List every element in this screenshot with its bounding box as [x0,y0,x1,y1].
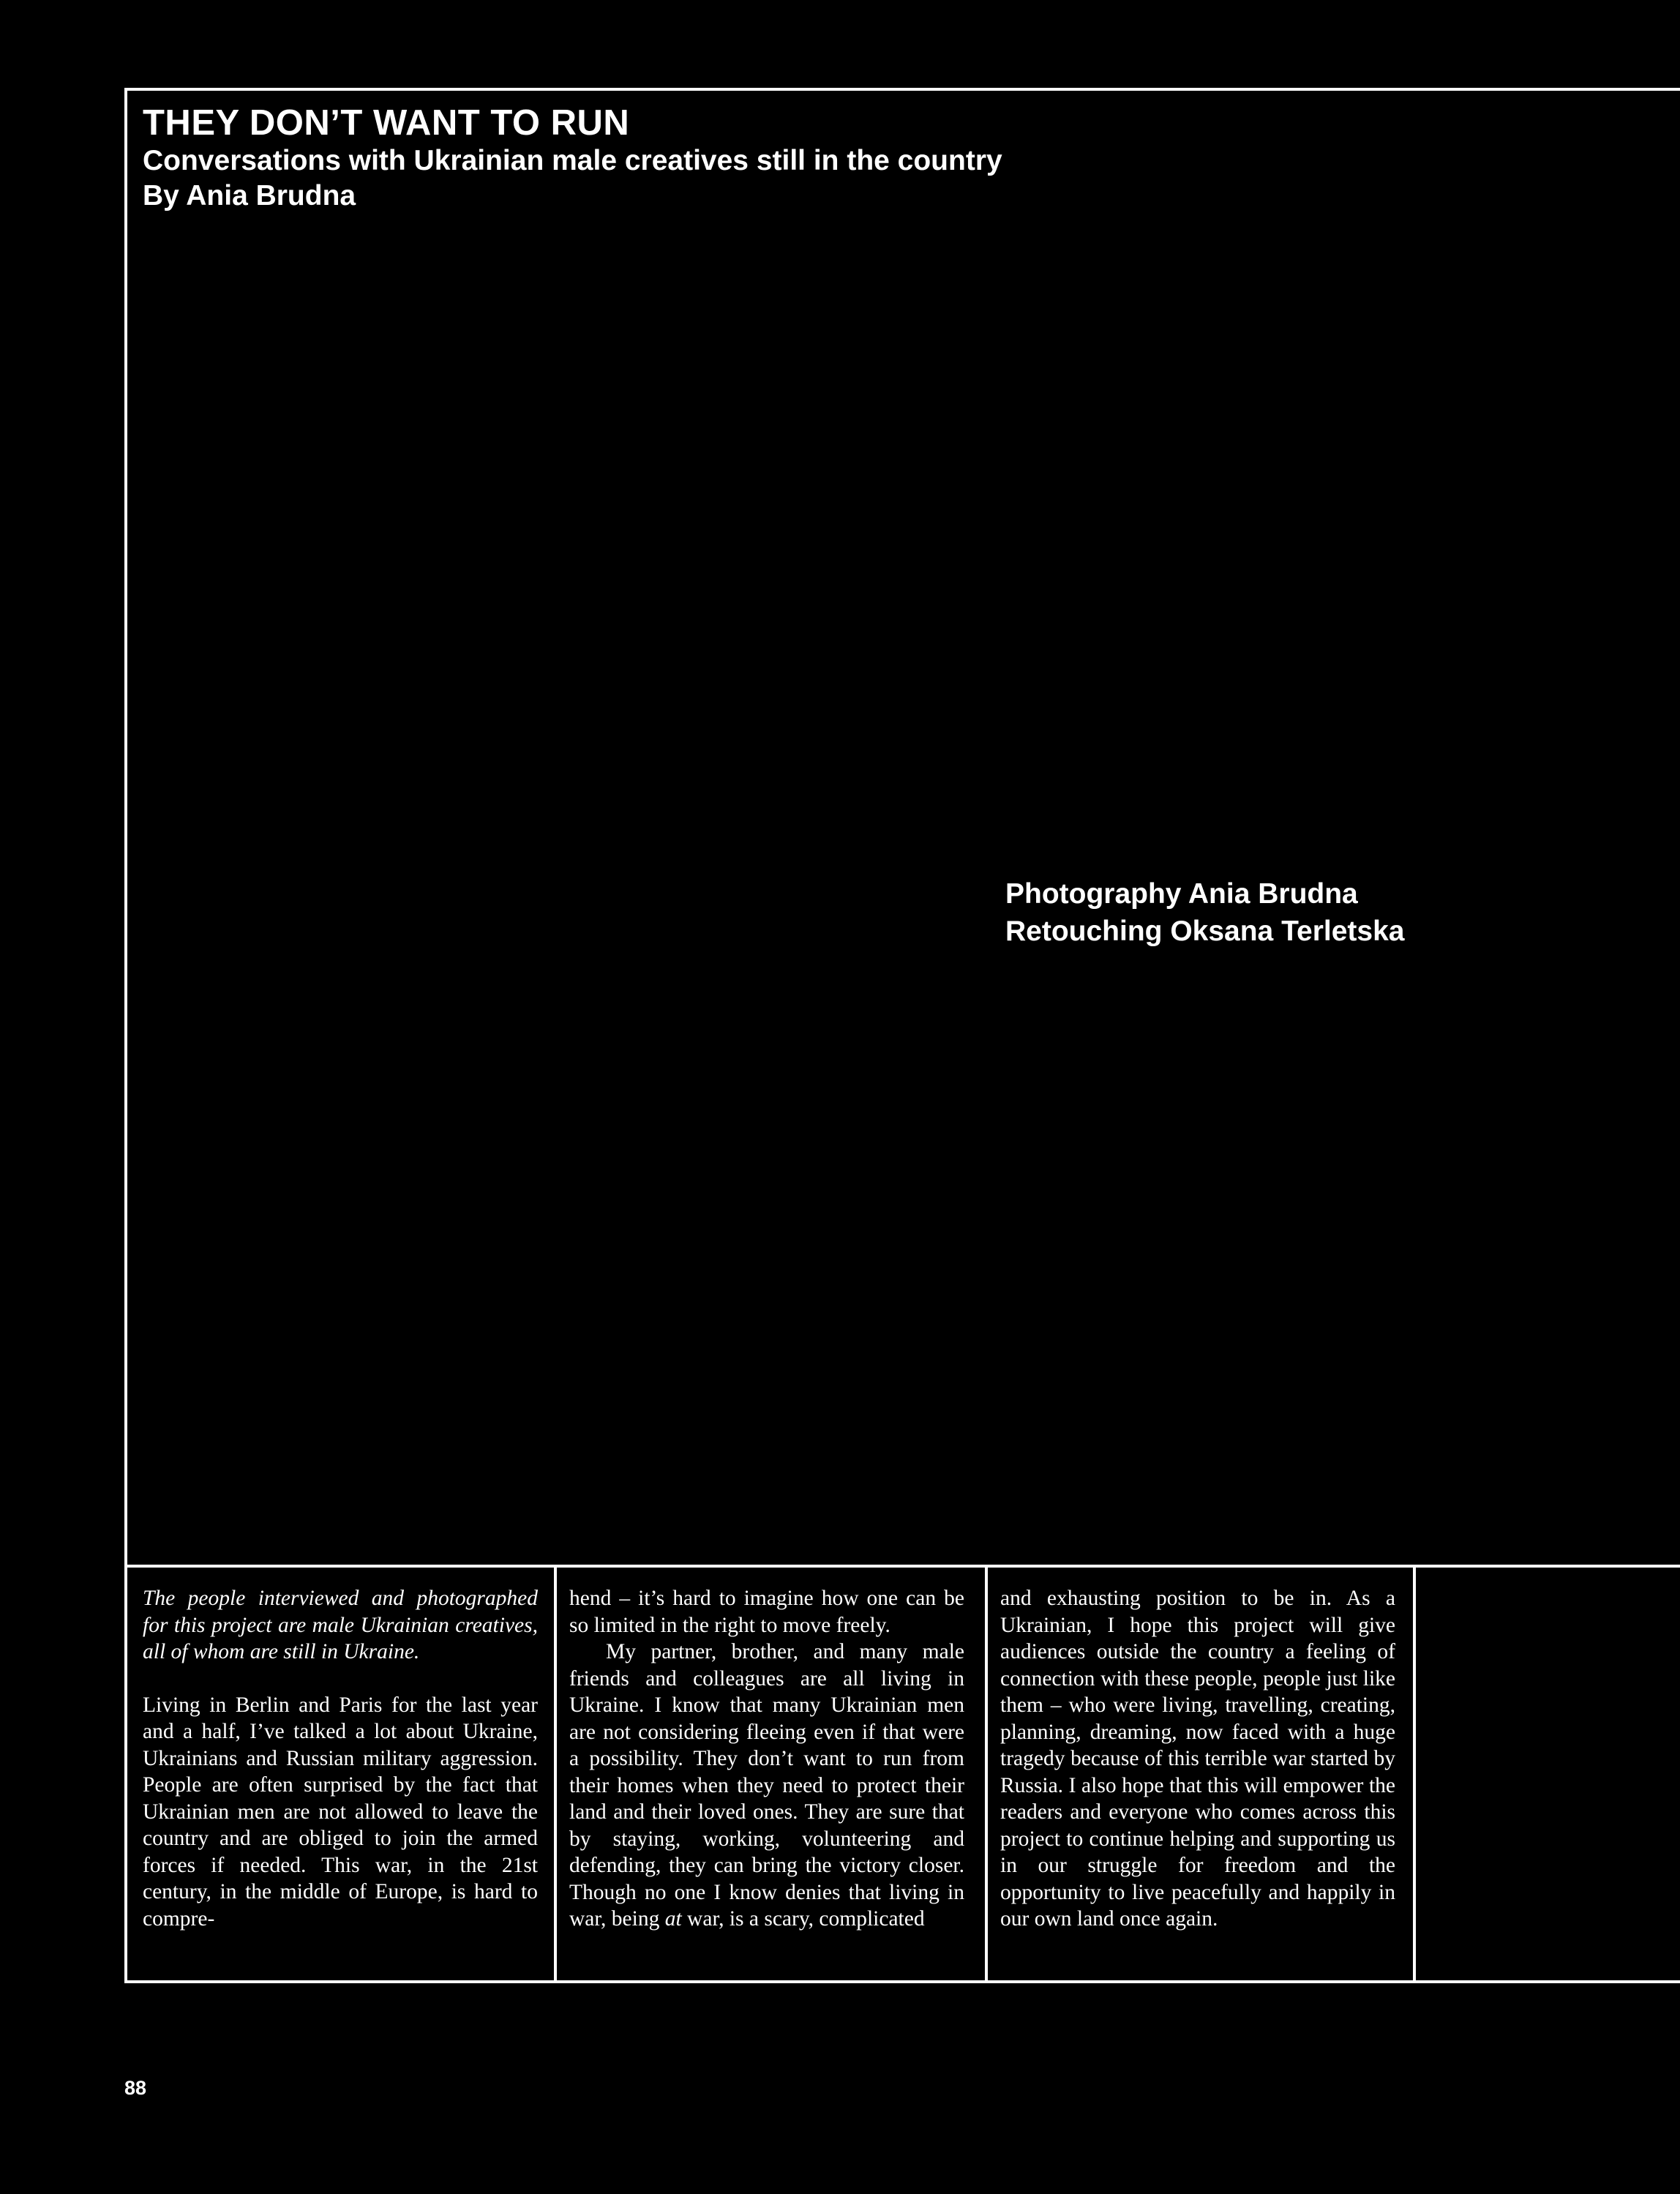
body-paragraph: and exhausting position to be in. As a Ukrainian, I hope this project will give audiences outside the country a feeling of connection with these people, people just like them – who were living, travelling, creating, planning, dreaming, now faced with a huge tragedy because of this terrible war started by Russia. I also hope that this will empower the readers and everyone who comes across this project to continue helping and supporting us in our struggle for freedom and the opportunity to live peacefully and happily in our own land once again. [1000,1587,1395,1931]
article-byline: By Ania Brudna [143,180,356,211]
article-header [143,102,1002,214]
article-title: THEY DON’T WANT TO RUN [143,103,630,143]
intro-paragraph: The people interviewed and photographed for this project are male Ukrainian creatives, all of whom are still in Ukraine. [143,1587,538,1663]
body-paragraph [569,1639,964,1933]
body-paragraph: Living in Berlin and Paris for the last year and a half, I’ve talked a lot about Ukraine, Ukrainians and Russian military aggression. People are often surprised by the fact that Ukrainian men are not allowed to leave the country and are obliged to join the armed forces if needed. This war, in the 21st century, in the middle of Europe, is hard to compre- [143,1693,538,1931]
column-divider [1413,1566,1416,1980]
photo-credits [1005,875,1404,950]
emphasis-text: at [664,1907,682,1931]
article-subtitle: Conversations with Ukrainian male creatives still in the country [143,145,1002,176]
text-area-divider [124,1565,1680,1568]
column-divider [554,1566,557,1980]
body-text: war, is a scary, complicated [681,1907,925,1931]
retouching-credit: Retouching Oksana Terletska [1005,916,1405,947]
column-divider [985,1566,988,1980]
text-column-1 [143,1585,538,1932]
page-number: 88 [124,2077,147,2099]
body-text: My partner, brother, and many male friends and colleagues are all living in Ukraine. I know that many Ukrainian men are not considering fleeing even if that were a possibility. They don’t want to run from their homes when they need to protect their land and their loved ones. They are sure that by staying, working, volunteering and defending, they can bring the victory closer. Though no one I know denies that living in war, being [569,1640,964,1931]
text-column-3 [1000,1585,1395,1933]
body-paragraph: hend – it’s hard to imagine how one can be so limited in the right to move freely. [569,1587,964,1637]
text-column-2 [569,1585,964,1933]
photography-credit: Photography Ania Brudna [1005,878,1358,910]
